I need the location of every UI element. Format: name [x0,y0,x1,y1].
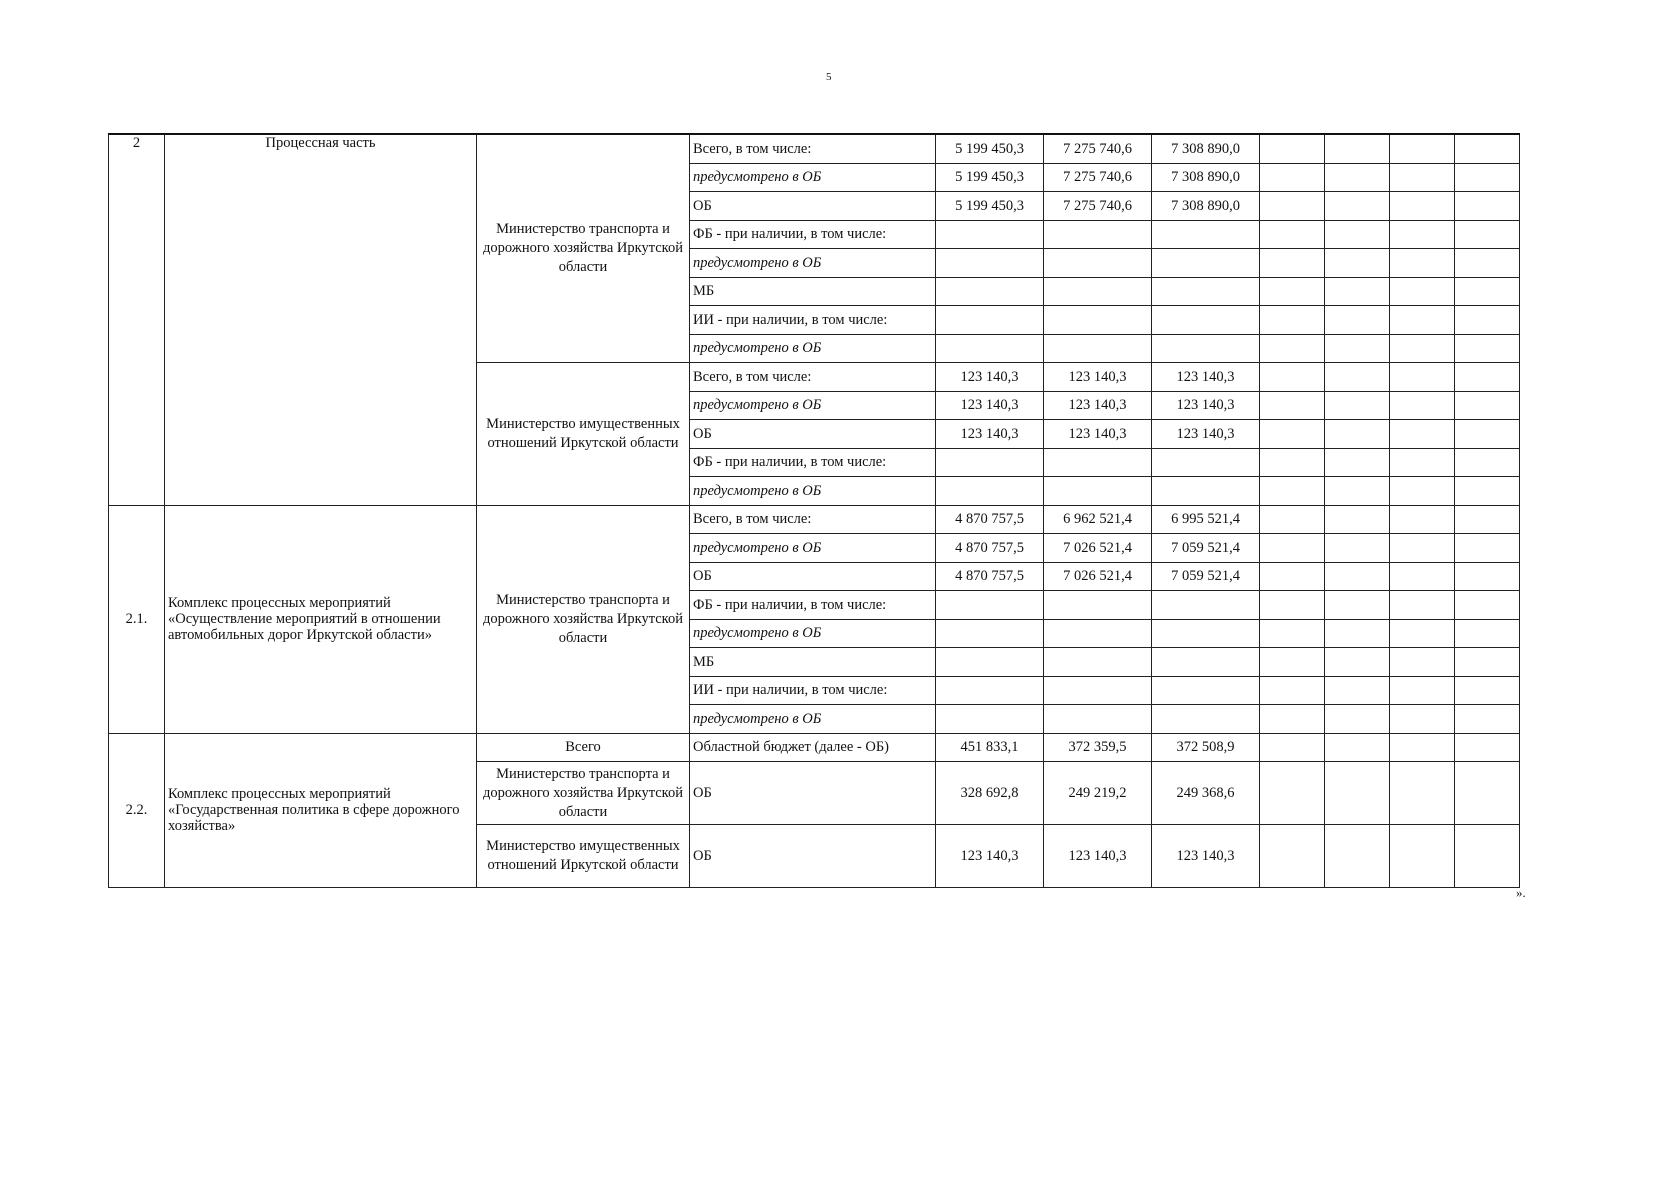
funding-source: Всего, в том числе: [690,363,936,392]
empty-cell [1260,391,1325,420]
value-year-3 [1152,705,1260,734]
empty-cell [1390,825,1455,888]
item-number: 2 [109,134,165,505]
empty-cell [1260,134,1325,163]
funding-source: предусмотрено в ОБ [690,391,936,420]
value-year-3: 249 368,6 [1152,762,1260,825]
value-year-3: 7 308 890,0 [1152,134,1260,163]
value-year-2 [1044,220,1152,249]
empty-cell [1390,591,1455,620]
value-year-1 [936,249,1044,278]
empty-cell [1260,420,1325,449]
empty-cell [1390,534,1455,563]
funding-source: ОБ [690,192,936,221]
empty-cell [1260,448,1325,477]
value-year-1: 5 199 450,3 [936,163,1044,192]
empty-cell [1390,420,1455,449]
funding-source: МБ [690,648,936,677]
empty-cell [1390,249,1455,278]
empty-cell [1325,733,1390,762]
empty-cell [1260,825,1325,888]
value-year-2 [1044,334,1152,363]
empty-cell [1455,420,1520,449]
empty-cell [1390,391,1455,420]
value-year-2: 123 140,3 [1044,391,1152,420]
value-year-2: 123 140,3 [1044,363,1152,392]
value-year-3: 6 995 521,4 [1152,505,1260,534]
empty-cell [1455,648,1520,677]
empty-cell [1260,534,1325,563]
value-year-3: 7 059 521,4 [1152,534,1260,563]
funding-source: ОБ [690,762,936,825]
value-year-1 [936,705,1044,734]
value-year-3 [1152,448,1260,477]
table-row [109,505,1520,534]
funding-source: Областной бюджет (далее - ОБ) [690,733,936,762]
empty-cell [1325,134,1390,163]
empty-cell [1325,619,1390,648]
empty-cell [1260,619,1325,648]
empty-cell [1455,676,1520,705]
empty-cell [1260,163,1325,192]
funding-source: Всего, в том числе: [690,134,936,163]
empty-cell [1455,277,1520,306]
empty-cell [1455,477,1520,506]
value-year-2: 7 275 740,6 [1044,192,1152,221]
empty-cell [1325,334,1390,363]
value-year-1 [936,619,1044,648]
funding-source: Всего, в том числе: [690,505,936,534]
value-year-3: 123 140,3 [1152,363,1260,392]
empty-cell [1455,134,1520,163]
value-year-2 [1044,249,1152,278]
value-year-1 [936,277,1044,306]
empty-cell [1390,619,1455,648]
empty-cell [1390,363,1455,392]
value-year-1: 123 140,3 [936,391,1044,420]
responsible-executor: Министерство транспорта и дорожного хозяйства Иркутской области [477,762,690,825]
item-number: 2.2. [109,733,165,888]
empty-cell [1390,648,1455,677]
empty-cell [1325,420,1390,449]
value-year-2: 123 140,3 [1044,825,1152,888]
empty-cell [1325,676,1390,705]
value-year-3 [1152,220,1260,249]
value-year-1 [936,448,1044,477]
empty-cell [1260,733,1325,762]
value-year-3 [1152,619,1260,648]
empty-cell [1260,192,1325,221]
funding-source: ФБ - при наличии, в том числе: [690,220,936,249]
empty-cell [1390,733,1455,762]
empty-cell [1325,192,1390,221]
empty-cell [1325,825,1390,888]
empty-cell [1260,562,1325,591]
empty-cell [1455,505,1520,534]
empty-cell [1390,277,1455,306]
funding-table [108,133,1520,888]
funding-source: предусмотрено в ОБ [690,477,936,506]
value-year-3 [1152,591,1260,620]
value-year-2 [1044,705,1152,734]
empty-cell [1390,762,1455,825]
empty-cell [1455,705,1520,734]
empty-cell [1325,705,1390,734]
empty-cell [1325,562,1390,591]
value-year-1 [936,648,1044,677]
empty-cell [1390,562,1455,591]
empty-cell [1455,220,1520,249]
empty-cell [1325,448,1390,477]
empty-cell [1390,705,1455,734]
empty-cell [1390,334,1455,363]
funding-source: предусмотрено в ОБ [690,705,936,734]
empty-cell [1260,477,1325,506]
empty-cell [1455,591,1520,620]
empty-cell [1260,306,1325,335]
table-row [109,134,1520,163]
value-year-2 [1044,277,1152,306]
empty-cell [1325,220,1390,249]
empty-cell [1390,192,1455,221]
empty-cell [1455,334,1520,363]
empty-cell [1260,220,1325,249]
value-year-3 [1152,676,1260,705]
empty-cell [1325,648,1390,677]
value-year-2 [1044,676,1152,705]
value-year-2 [1044,591,1152,620]
empty-cell [1260,334,1325,363]
empty-cell [1390,477,1455,506]
empty-cell [1455,733,1520,762]
funding-source: МБ [690,277,936,306]
responsible-executor: Министерство имущественных отношений Иркутской области [477,825,690,888]
value-year-1 [936,306,1044,335]
value-year-2: 7 026 521,4 [1044,562,1152,591]
empty-cell [1455,192,1520,221]
empty-cell [1455,562,1520,591]
value-year-2: 6 962 521,4 [1044,505,1152,534]
item-name: Комплекс процессных мероприятий «Осуществление мероприятий в отношении автомобильных дорог Иркутской области» [165,505,477,733]
value-year-3 [1152,306,1260,335]
value-year-2: 7 026 521,4 [1044,534,1152,563]
value-year-1: 451 833,1 [936,733,1044,762]
responsible-executor: Министерство транспорта и дорожного хозяйства Иркутской области [477,505,690,733]
empty-cell [1325,163,1390,192]
funding-source: ОБ [690,825,936,888]
funding-source: предусмотрено в ОБ [690,334,936,363]
value-year-1: 123 140,3 [936,420,1044,449]
table-row [109,733,1520,762]
funding-source: ИИ - при наличии, в том числе: [690,306,936,335]
empty-cell [1325,477,1390,506]
empty-cell [1455,619,1520,648]
empty-cell [1260,249,1325,278]
empty-cell [1455,825,1520,888]
value-year-3: 7 059 521,4 [1152,562,1260,591]
empty-cell [1455,448,1520,477]
empty-cell [1390,134,1455,163]
value-year-1 [936,220,1044,249]
value-year-1: 123 140,3 [936,363,1044,392]
funding-source: предусмотрено в ОБ [690,534,936,563]
value-year-2 [1044,477,1152,506]
empty-cell [1455,363,1520,392]
funding-source: ИИ - при наличии, в том числе: [690,676,936,705]
value-year-3 [1152,249,1260,278]
value-year-3 [1152,334,1260,363]
empty-cell [1325,591,1390,620]
funding-source: ОБ [690,562,936,591]
empty-cell [1455,163,1520,192]
funding-source: ОБ [690,420,936,449]
value-year-1: 5 199 450,3 [936,192,1044,221]
responsible-executor: Министерство транспорта и дорожного хозяйства Иркутской области [477,134,690,363]
value-year-3: 123 140,3 [1152,420,1260,449]
empty-cell [1390,306,1455,335]
empty-cell [1325,249,1390,278]
funding-source: предусмотрено в ОБ [690,619,936,648]
value-year-2 [1044,648,1152,677]
value-year-1: 328 692,8 [936,762,1044,825]
empty-cell [1455,534,1520,563]
empty-cell [1455,306,1520,335]
empty-cell [1325,534,1390,563]
value-year-2 [1044,448,1152,477]
value-year-1: 4 870 757,5 [936,534,1044,563]
value-year-2: 7 275 740,6 [1044,163,1152,192]
responsible-executor: Министерство имущественных отношений Иркутской области [477,363,690,506]
empty-cell [1260,505,1325,534]
empty-cell [1325,277,1390,306]
value-year-1: 4 870 757,5 [936,505,1044,534]
empty-cell [1260,277,1325,306]
value-year-1 [936,334,1044,363]
value-year-3: 7 308 890,0 [1152,192,1260,221]
value-year-1 [936,676,1044,705]
empty-cell [1390,448,1455,477]
value-year-3 [1152,648,1260,677]
empty-cell [1325,306,1390,335]
value-year-1 [936,477,1044,506]
value-year-1: 4 870 757,5 [936,562,1044,591]
empty-cell [1325,363,1390,392]
value-year-3: 123 140,3 [1152,391,1260,420]
empty-cell [1325,391,1390,420]
value-year-1: 5 199 450,3 [936,134,1044,163]
value-year-2: 123 140,3 [1044,420,1152,449]
page-number: 5 [826,71,832,83]
funding-source: предусмотрено в ОБ [690,163,936,192]
item-name: Комплекс процессных мероприятий «Государственная политика в сфере дорожного хозяйства» [165,733,477,888]
value-year-2: 7 275 740,6 [1044,134,1152,163]
empty-cell [1455,762,1520,825]
value-year-3 [1152,277,1260,306]
empty-cell [1390,220,1455,249]
closing-quote: ». [1516,885,1526,900]
value-year-3 [1152,477,1260,506]
empty-cell [1260,591,1325,620]
empty-cell [1260,363,1325,392]
item-number: 2.1. [109,505,165,733]
value-year-3: 7 308 890,0 [1152,163,1260,192]
responsible-executor: Всего [477,733,690,762]
empty-cell [1325,762,1390,825]
empty-cell [1390,163,1455,192]
item-name: Процессная часть [165,134,477,505]
funding-source: ФБ - при наличии, в том числе: [690,448,936,477]
empty-cell [1455,391,1520,420]
value-year-2 [1044,619,1152,648]
empty-cell [1260,676,1325,705]
empty-cell [1390,505,1455,534]
empty-cell [1455,249,1520,278]
value-year-2: 249 219,2 [1044,762,1152,825]
value-year-3: 372 508,9 [1152,733,1260,762]
value-year-2: 372 359,5 [1044,733,1152,762]
empty-cell [1260,762,1325,825]
empty-cell [1260,705,1325,734]
funding-source: предусмотрено в ОБ [690,249,936,278]
value-year-3: 123 140,3 [1152,825,1260,888]
empty-cell [1390,676,1455,705]
value-year-2 [1044,306,1152,335]
empty-cell [1260,648,1325,677]
value-year-1: 123 140,3 [936,825,1044,888]
funding-source: ФБ - при наличии, в том числе: [690,591,936,620]
empty-cell [1325,505,1390,534]
value-year-1 [936,591,1044,620]
